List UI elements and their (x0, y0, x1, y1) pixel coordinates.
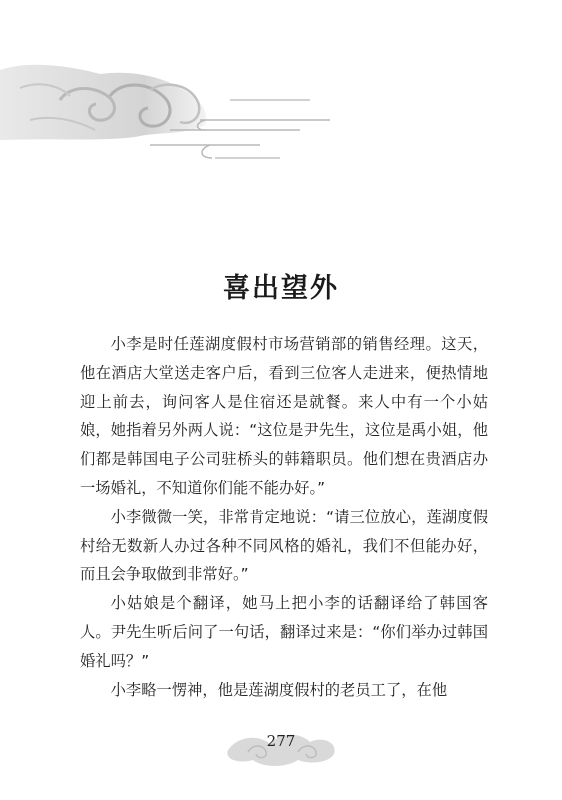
page-number: 277 (266, 732, 296, 750)
paragraph: 小李微微一笑，非常肯定地说：“请三位放心，莲湖度假村给无数新人办过各种不同风格的婚礼，我们不但能办好，而且会争取做到非常好。” (80, 507, 488, 584)
paragraph: 小李略一愣神，他是莲湖度假村的老员工了，在他 (110, 680, 448, 699)
cloud-ornament (0, 40, 330, 175)
paragraph: 小李是时任莲湖度假村市场营销部的销售经理。这天，他在酒店大堂送走客户后，看到三位客人走进来，便热情地迎上前去，询问客人是住宿还是就餐。来人中有一个小姑娘，她指着另外两人说：“这位是尹先生，这位是禹小姐，他们都是韩国电子公司驻桥头的韩籍职员。他们想在贵酒店办一场婚礼，不知道你们能不能办好。” (80, 335, 488, 497)
body-text (80, 330, 488, 704)
paragraph: 小姑娘是个翻译，她马上把小李的话翻译给了韩国客人。尹先生听后问了一句话，翻译过来是：“你们举办过韩国婚礼吗？” (80, 594, 488, 670)
chapter-title: 喜出望外 (223, 273, 339, 305)
